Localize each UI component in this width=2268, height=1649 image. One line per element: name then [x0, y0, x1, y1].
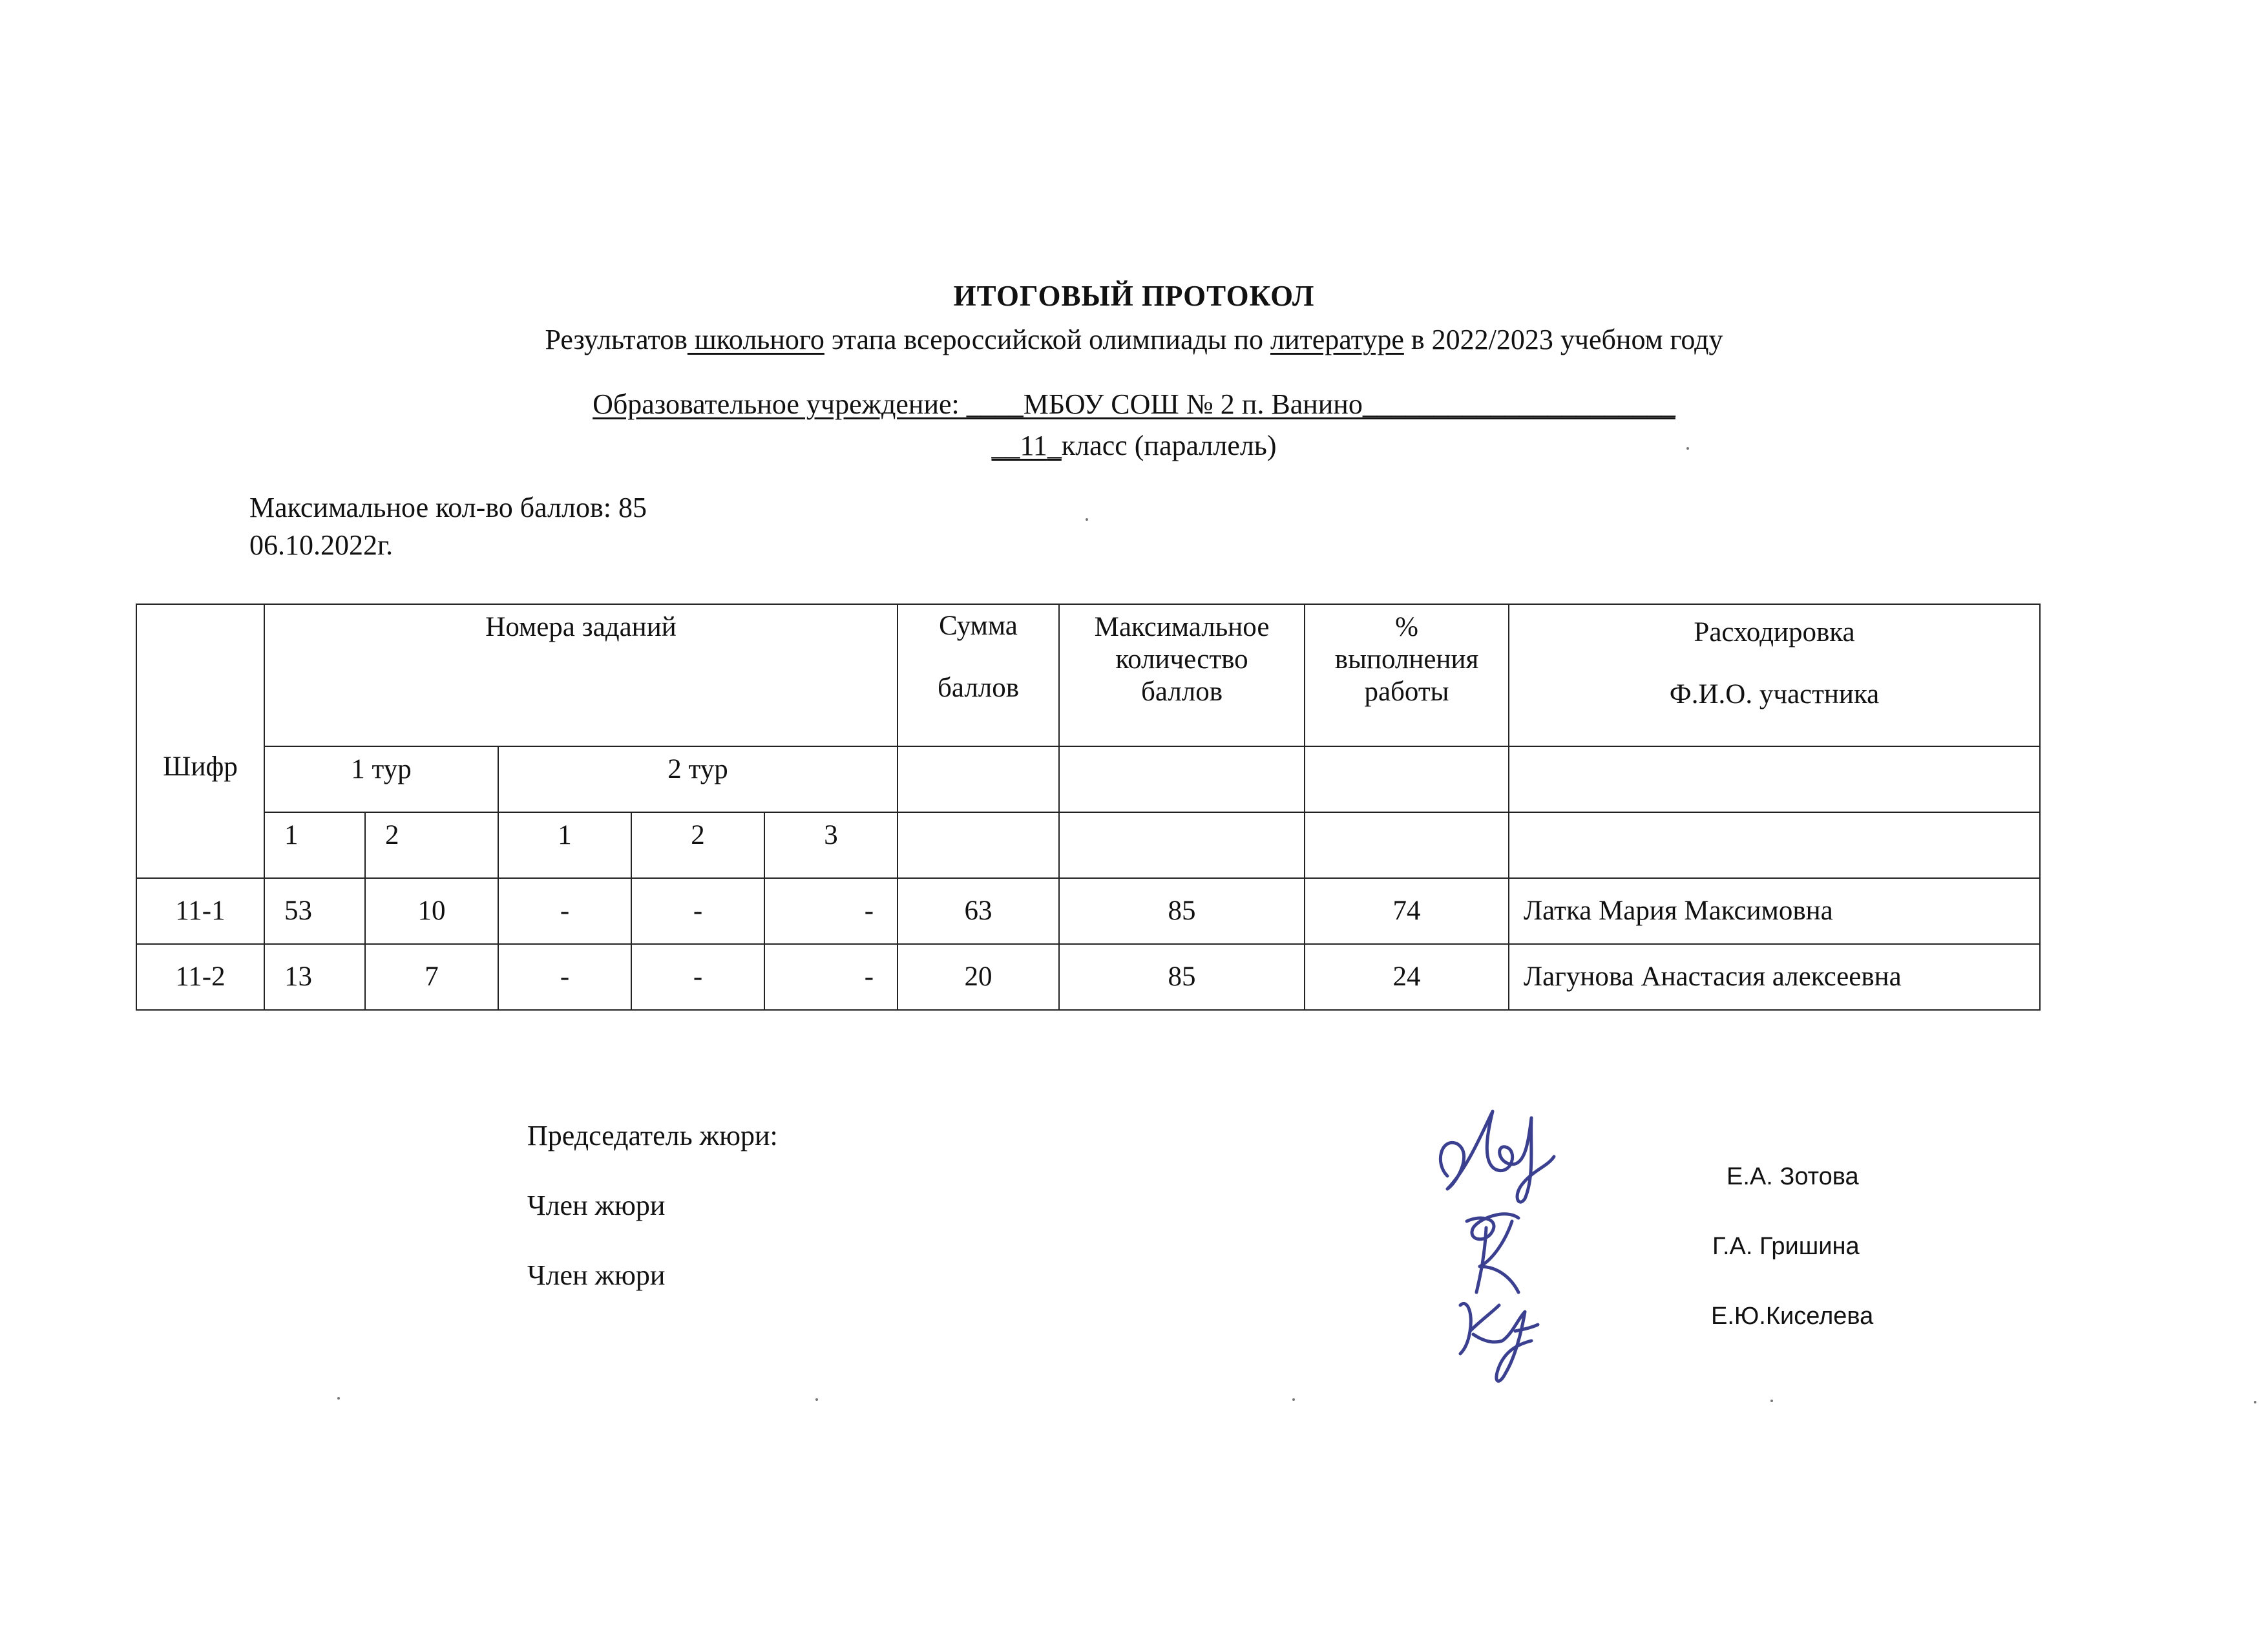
- subtitle-part-3: этапа всероссийской олимпиады по: [824, 324, 1271, 355]
- row-sum: 20: [898, 944, 1059, 1010]
- table-row: [136, 878, 2040, 944]
- tasks-header-label: Номера заданий: [485, 612, 677, 642]
- header-row-3: [136, 812, 2040, 878]
- scan-speck: [1292, 1398, 1295, 1401]
- empty-cell: [1059, 746, 1305, 812]
- cipher-header-label: Шифр: [163, 751, 238, 782]
- task-1-1-header: [264, 812, 365, 878]
- signature-role-chair: Председатель жюри:: [527, 1120, 778, 1151]
- task-1-1-label: 1: [284, 820, 299, 850]
- row-max: 85: [1059, 944, 1305, 1010]
- signature-name-member-1: Г.А. Гришина: [1712, 1233, 1860, 1260]
- row-t1-2: 7: [365, 944, 498, 1010]
- institution-line: Образовательное учреждение: ____МБОУ СОШ № 2 п. Ванино______________________: [593, 388, 1675, 420]
- grade-line: [0, 429, 2268, 462]
- document-subtitle: [0, 323, 2268, 356]
- subtitle-part-stage: школьного: [687, 324, 824, 355]
- row-sum: 63: [898, 878, 1059, 944]
- task-1-2-header: [365, 812, 498, 878]
- task-2-3-header: [764, 812, 898, 878]
- tour2-label: 2 тур: [667, 754, 728, 784]
- document-title: ИТОГОВЫЙ ПРОТОКОЛ: [953, 280, 1315, 312]
- row-max: 85: [1059, 878, 1305, 944]
- empty-cell: [1509, 812, 2040, 878]
- row-t2-2: -: [631, 944, 764, 1010]
- tasks-header: [264, 604, 898, 746]
- sum-header-line1: Сумма: [939, 611, 1018, 641]
- date-text: 06.10.2022г.: [249, 529, 394, 561]
- max-header-line3: баллов: [1140, 677, 1223, 707]
- signature-name-member-2: Е.Ю.Киселева: [1711, 1303, 1874, 1330]
- signature-mark-members-icon: [1441, 1202, 1570, 1389]
- tour1-header: [264, 746, 498, 812]
- pct-header-line1: %: [1395, 612, 1418, 642]
- max-header: [1059, 604, 1305, 746]
- row-t1-1: 13: [264, 944, 365, 1010]
- row-t2-1: -: [498, 878, 631, 944]
- header-row-1: [136, 604, 2040, 746]
- row-name: Лагунова Анастасия алексеевна: [1509, 944, 2040, 1010]
- scan-speck: [337, 1397, 340, 1400]
- scan-speck: [815, 1398, 818, 1401]
- tour2-header: [498, 746, 898, 812]
- scan-speck: [1770, 1400, 1773, 1402]
- empty-cell: [1059, 812, 1305, 878]
- empty-cell: [1305, 812, 1509, 878]
- decode-header: [1509, 604, 2040, 746]
- task-2-2-label: 2: [691, 820, 705, 850]
- pct-header-line3: работы: [1364, 677, 1449, 707]
- signature-role-member-2: Член жюри: [527, 1259, 666, 1291]
- row-t2-3: -: [764, 944, 898, 1010]
- tour1-label: 1 тур: [351, 754, 412, 784]
- row-pct: 74: [1305, 878, 1509, 944]
- row-cipher: 11-2: [136, 944, 264, 1010]
- signature-role-member-1: Член жюри: [527, 1190, 666, 1221]
- subtitle-part-1: Результатов: [545, 324, 688, 355]
- empty-cell: [898, 746, 1059, 812]
- signature-name-chair: Е.А. Зотова: [1727, 1163, 1859, 1190]
- decode-header-line2: Ф.И.О. участника: [1669, 679, 1880, 709]
- task-2-2-header: [631, 812, 764, 878]
- signature-mark-chair-icon: [1422, 1092, 1564, 1208]
- pct-header-line2: выполнения: [1334, 644, 1479, 675]
- scan-speck: [1086, 518, 1088, 521]
- max-header-line2: количество: [1115, 644, 1248, 675]
- max-header-line1: Максимальное: [1094, 612, 1270, 642]
- task-2-1-label: 1: [558, 820, 572, 850]
- row-t1-2: 10: [365, 878, 498, 944]
- scan-speck: [2254, 1401, 2256, 1403]
- pct-header: [1305, 604, 1509, 746]
- subtitle-part-subject: литературе: [1270, 324, 1404, 355]
- grade-value: 11: [1020, 430, 1047, 461]
- row-t2-3: -: [764, 878, 898, 944]
- sum-header-line2: баллов: [937, 673, 1020, 703]
- grade-prefix: __: [991, 430, 1020, 461]
- table-row: [136, 944, 2040, 1010]
- header-row-2: [136, 746, 2040, 812]
- cipher-header: [136, 604, 264, 878]
- results-table: [136, 604, 2041, 1011]
- row-t1-1: 53: [264, 878, 365, 944]
- max-points-text: Максимальное кол-во баллов: 85: [249, 492, 647, 523]
- empty-cell: [898, 812, 1059, 878]
- sum-header: [898, 604, 1059, 746]
- task-1-2-label: 2: [385, 820, 399, 850]
- subtitle-part-5: в 2022/2023 учебном году: [1403, 324, 1723, 355]
- grade-label: класс (параллель): [1061, 430, 1277, 461]
- row-cipher: 11-1: [136, 878, 264, 944]
- decode-header-line1: Расходировка: [1694, 617, 1855, 647]
- grade-suffix: _: [1047, 430, 1062, 461]
- task-2-3-label: 3: [824, 820, 838, 850]
- scan-speck: [1686, 447, 1689, 450]
- task-2-1-header: [498, 812, 631, 878]
- row-t2-2: -: [631, 878, 764, 944]
- row-t2-1: -: [498, 944, 631, 1010]
- empty-cell: [1305, 746, 1509, 812]
- row-name: Латка Мария Максимовна: [1509, 878, 2040, 944]
- empty-cell: [1509, 746, 2040, 812]
- row-pct: 24: [1305, 944, 1509, 1010]
